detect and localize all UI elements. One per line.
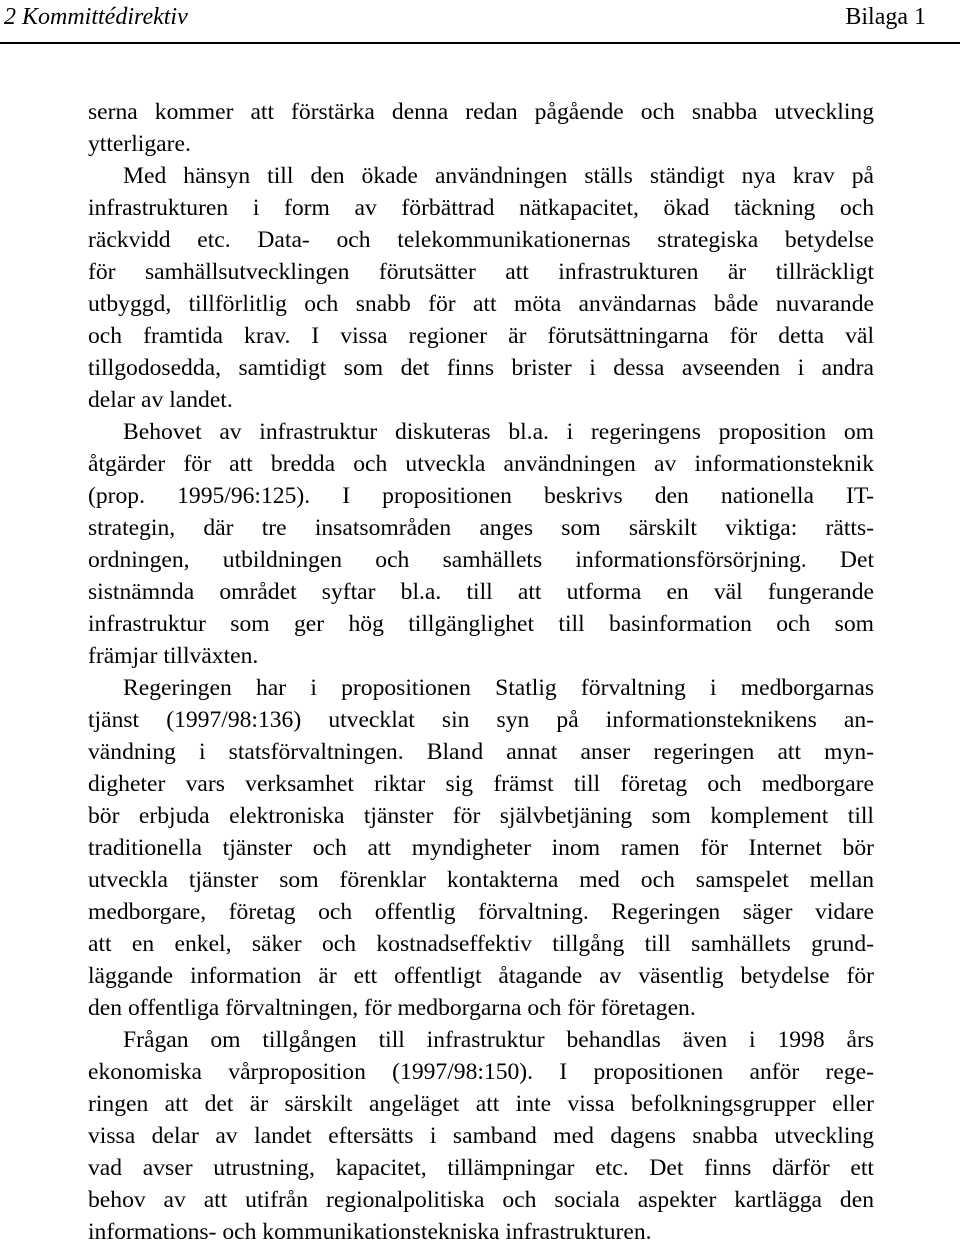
text-line: Regeringen har i propositionen Statlig förvaltning i medborgarnas [123, 675, 874, 701]
text-line: serna kommer att förstärka denna redan pågående och snabba utveckling [88, 99, 874, 125]
text-line: informations- och kommunikationstekniska infrastrukturen. [88, 1219, 652, 1245]
text-line: Med hänsyn till den ökade användningen ställs ständigt nya krav på [123, 163, 874, 189]
text-line: för samhällsutvecklingen förutsätter att infrastrukturen är tillräckligt [88, 259, 874, 285]
body-text [88, 96, 874, 1248]
text-line: främjar tillväxten. [88, 643, 259, 669]
text-line: Frågan om tillgången till infrastruktur behandlas även i 1998 års [123, 1027, 874, 1053]
text-line: vissa delar av landet eftersätts i samband med dagens snabba utveckling [88, 1123, 874, 1149]
text-line: räckvidd etc. Data- och telekommunikationernas strategiska betydelse [88, 227, 874, 253]
text-line: vad avser utrustning, kapacitet, tillämpningar etc. Det finns därför ett [88, 1155, 874, 1181]
text-line: ytterligare. [88, 131, 191, 157]
text-line: utveckla tjänster som förenklar kontakterna med och samspelet mellan [88, 867, 874, 893]
text-line: tillgodosedda, samtidigt som det finns brister i dessa avseenden i andra [88, 355, 874, 381]
text-line: infrastruktur som ger hög tillgänglighet till basinformation och som [88, 611, 874, 637]
text-line: tjänst (1997/98:136) utvecklat sin syn på informationsteknikens an- [88, 707, 874, 733]
text-line: delar av landet. [88, 387, 233, 413]
text-line: sistnämnda området syftar bl.a. till att utforma en väl fungerande [88, 579, 874, 605]
text-line: behov av att utifrån regionalpolitiska och sociala aspekter kartlägga den [88, 1187, 874, 1213]
text-line: att en enkel, säker och kostnadseffektiv tillgång till samhällets grund- [88, 931, 874, 957]
text-line: ekonomiska vårproposition (1997/98:150). I propositionen anför rege- [88, 1059, 874, 1085]
text-line: traditionella tjänster och att myndigheter inom ramen för Internet bör [88, 835, 874, 861]
text-line: (prop. 1995/96:125). I propositionen beskrivs den nationella IT- [88, 483, 874, 509]
appendix-label: Bilaga 1 [845, 4, 926, 30]
text-line: den offentliga förvaltningen, för medborgarna och för företagen. [88, 995, 696, 1021]
text-line: och framtida krav. I vissa regioner är förutsättningarna för detta väl [88, 323, 874, 349]
text-line: åtgärder för att bredda och utveckla användningen av informationsteknik [88, 451, 874, 477]
text-line: ordningen, utbildningen och samhällets informationsförsörjning. Det [88, 547, 874, 573]
text-line: strategin, där tre insatsområden anges som särskilt viktiga: rätts- [88, 515, 874, 541]
text-line: läggande information är ett offentligt åtagande av väsentlig betydelse för [88, 963, 874, 989]
running-title: 2 Kommittédirektiv [4, 4, 188, 30]
text-line: bör erbjuda elektroniska tjänster för självbetjäning som komplement till [88, 803, 874, 829]
text-line: utbyggd, tillförlitlig och snabb för att möta användarnas både nuvarande [88, 291, 874, 317]
text-line: Behovet av infrastruktur diskuteras bl.a. i regeringens proposition om [123, 419, 874, 445]
text-line: infrastrukturen i form av förbättrad nätkapacitet, ökad täckning och [88, 195, 874, 221]
text-line: ringen att det är särskilt angeläget att inte vissa befolkningsgrupper eller [88, 1091, 874, 1117]
text-line: digheter vars verksamhet riktar sig främst till företag och medborgare [88, 771, 874, 797]
text-line: medborgare, företag och offentlig förvaltning. Regeringen säger vidare [88, 899, 874, 925]
text-line: vändning i statsförvaltningen. Bland annat anser regeringen att myn- [88, 739, 874, 765]
page-header [0, 0, 960, 44]
